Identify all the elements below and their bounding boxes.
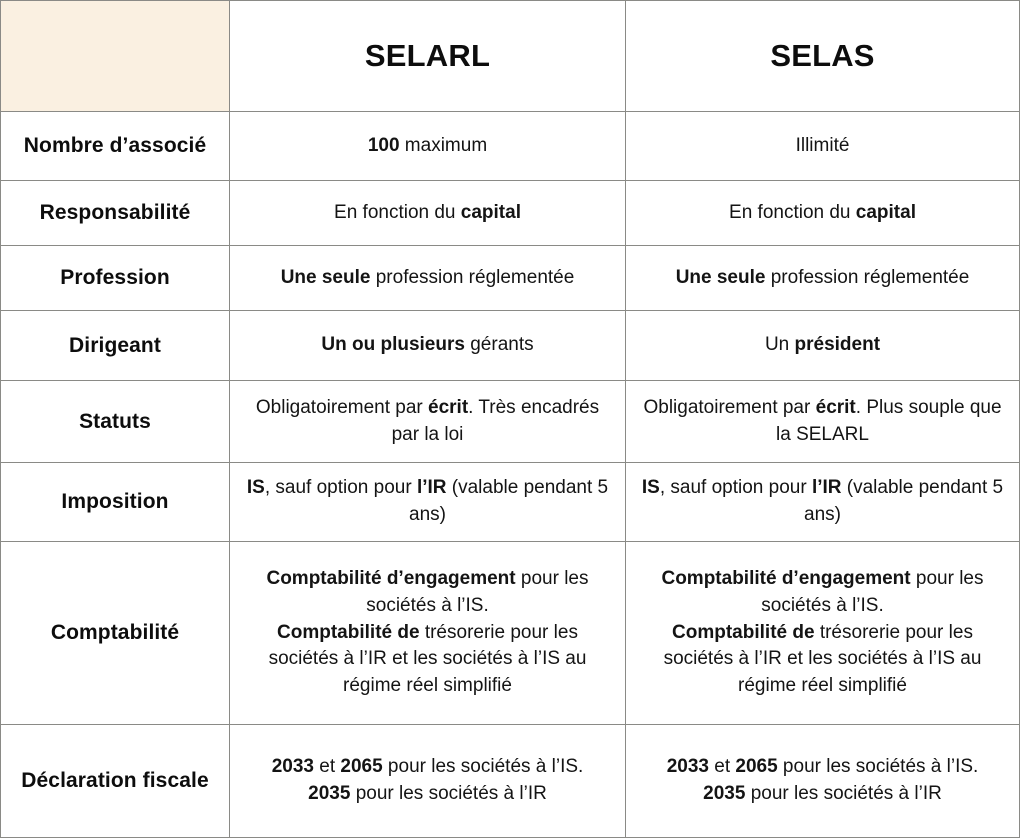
table-row <box>1 112 1020 181</box>
cell-selas-responsabilite: En fonction du capital <box>626 181 1020 246</box>
cell-selarl-responsabilite: En fonction du capital <box>230 181 626 246</box>
cell-selarl-profession: Une seule profession réglementée <box>230 246 626 311</box>
row-label-dirigeant: Dirigeant <box>1 311 230 381</box>
cell-selas-comptabilite: Comptabilité d’engagement pour les sociétés à l’IS. Comptabilité de trésorerie pour les sociétés à l’IR et les sociétés à l’IS au régime réel simplifié <box>626 542 1020 725</box>
cell-selas-nombre-associe: Illimité <box>626 112 1020 181</box>
row-label-responsabilite: Responsabilité <box>1 181 230 246</box>
table-row <box>1 463 1020 542</box>
table-row <box>1 542 1020 725</box>
row-label-imposition: Imposition <box>1 463 230 542</box>
cell-selas-profession: Une seule profession réglementée <box>626 246 1020 311</box>
cell-selarl-dirigeant: Un ou plusieurs gérants <box>230 311 626 381</box>
table-header <box>1 1 1020 112</box>
cell-selas-imposition: IS, sauf option pour l’IR (valable pendant 5 ans) <box>626 463 1020 542</box>
cell-selas-statuts: Obligatoirement par écrit. Plus souple que la SELARL <box>626 381 1020 463</box>
cell-selarl-statuts: Obligatoirement par écrit. Très encadrés par la loi <box>230 381 626 463</box>
cell-selas-dirigeant: Un président <box>626 311 1020 381</box>
header-cell-selarl: SELARL <box>230 1 626 112</box>
cell-selas-declaration-fiscale: 2033 et 2065 pour les sociétés à l’IS. 2035 pour les sociétés à l’IR <box>626 725 1020 838</box>
row-label-statuts: Statuts <box>1 381 230 463</box>
table-body <box>1 112 1020 838</box>
cell-selarl-nombre-associe: 100 maximum <box>230 112 626 181</box>
cell-selarl-declaration-fiscale: 2033 et 2065 pour les sociétés à l’IS. 2035 pour les sociétés à l’IR <box>230 725 626 838</box>
table-row <box>1 181 1020 246</box>
cell-selarl-comptabilite: Comptabilité d’engagement pour les sociétés à l’IS. Comptabilité de trésorerie pour les sociétés à l’IR et les sociétés à l’IS au régime réel simplifié <box>230 542 626 725</box>
row-label-nombre-associe: Nombre d’associé <box>1 112 230 181</box>
header-row <box>1 1 1020 112</box>
row-label-comptabilite: Comptabilité <box>1 542 230 725</box>
header-cell-selas: SELAS <box>626 1 1020 112</box>
table-row <box>1 725 1020 838</box>
table-row <box>1 311 1020 381</box>
header-cell-corner <box>1 1 230 112</box>
cell-selarl-imposition: IS, sauf option pour l’IR (valable pendant 5 ans) <box>230 463 626 542</box>
table-row <box>1 381 1020 463</box>
row-label-profession: Profession <box>1 246 230 311</box>
row-label-declaration-fiscale: Déclaration fiscale <box>1 725 230 838</box>
table-row <box>1 246 1020 311</box>
